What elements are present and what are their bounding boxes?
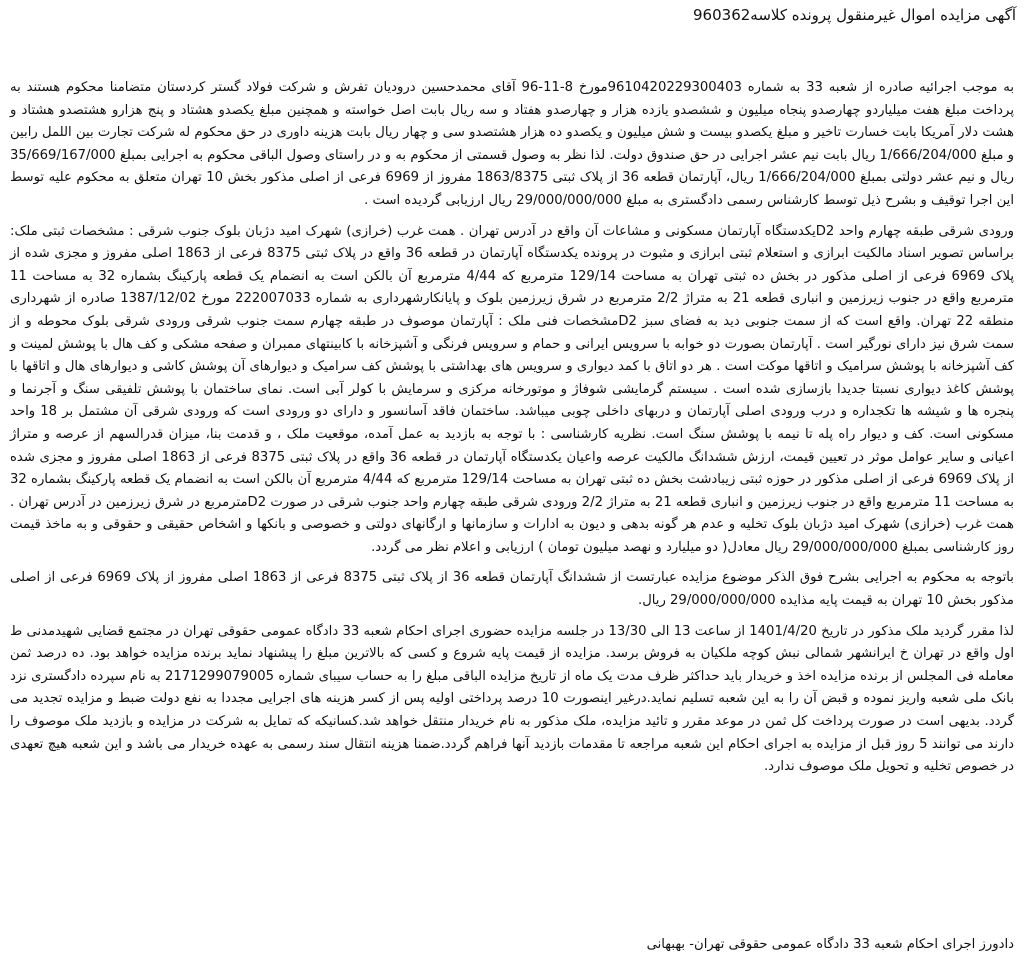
paragraph-auction-subject: باتوجه به محکوم به اجرایی بشرح فوق الذکر موضوع مزایده عبارتست از ششدانگ آپارتمان قطعه 36 از پلاک ثبتی 8375 فرعی از 1863 اصلی مفروز از پلاک 6969 فرعی از اصلی مذکور بخش 10 تهران به قیمت پایه مذایده 29/000/000/000 ریال. — [10, 570, 1014, 609]
notice-title: آگهی مزایده اموال غیرمنقول پرونده کلاسه960362 — [693, 6, 1016, 24]
paragraph-auction-terms: لذا مقرر گردید ملک مذکور در تاریخ 1401/4/20 از ساعت 13 الی 13/30 در جلسه مزایده حضوری اجرای احکام شعبه 33 دادگاه عمومی حقوقی تهران در مجتمع قضایی شهیدمدنی ط اول واقع در تهران خ ایرانشهر شمالی نبش کوچه ملکیان به فروش برسد. مزایده از قیمت پایه شروع و کسی که بالاترین مبلغ را پیشنهاد نماید برنده مزایده خواهد بود. ده درصد ثمن معامله فی المجلس از برنده مزایده اخذ و خریدار باید حداکثر ظرف مدت یک ماه از تاریخ مزایده الباقی مبلغ را به حساب سیبای شماره 2171299079005 به نام سپرده دادگستری نزد بانک ملی شعبه واریز نموده و قبض آن را به این شعبه تسلیم نماید.درغیر اینصورت 10 درصد پرداختی اولیه پس از کسر هزینه های اجرایی مجددا به نفع دولت ضبط و مزایده تجدید می گردد. بدیهی است در صورت پرداخت کل ثمن در موعد مقرر و تائید مزایده، ملک مذکور به نام خریدار منتقل خواهد شد.کسانیکه که تمایل به شرکت در مزایده و بازدید ملک موصوف را دارند می توانند 5 روز قبل از مزایده به اجرای احکام این شعبه مراجعه تا مقدمات بازدید آنها فراهم گردد.ضمنا هزینه انتقال سند رسمی به عهده خریدار می باشد و این شعبه هیچ تعهدی در خصوص تخلیه و تحویل ملک موصوف ندارد. — [10, 623, 1014, 775]
notice-body — [10, 77, 1014, 787]
paragraph-property-description: ورودی شرقی طبقه چهارم واحد D2یکدستگاه آپارتمان مسکونی و مشاعات آن واقع در آدرس تهران . همت غرب (خرازی) شهرک امید دژبان بلوک جنوب شرقی : مشخصات ثبتی ملک: براساس تصویر اسناد مالکیت ابرازی و استعلام ثبتی ابرازی و مثبوت در پرونده یکدستگاه آپارتمان در قطعه 36 واقع در پلاک ثبتی 8375 فرعی از 1863 اصلی مفروز و مجزی شده از پلاک 6969 فرعی از اصلی مذکور در بخش ده ثبتی تهران به مساحت 129/14 مترمربع که 4/44 مترمربع آن بالکن است به انضمام یک قطعه پارکینگ بشماره 32 به مساحت 11 مترمربع واقع در جنوب زیرزمین و انباری قطعه 21 به متراژ 2/2 مترمربع در شرق زیرزمین بلوک و پایانکارشهرداری به شماره 222007033 مورخ 1387/12/02 صادره از شهرداری منطقه 22 تهران. واقع است که از سمت جنوبی دید به فضای سبز D2مشخصات فنی ملک : آپارتمان موصوف در طبقه چهارم سمت جنوب شرقی ورودی شرقی بلوک محوطه و از سمت شرق نیز دارای نورگیر است . آپارتمان بصورت دو خوابه با سرویس ایرانی و حمام و سرویس فرنگی و آشپزخانه با کابینتهای ممبران و صفحه مشکی و کف هال با پوشش لمینت و کف آشپزخانه با پوشش سرامیک و اتاقها موکت است . هر دو اتاق با کمد دیواری و سرویس های بهداشتی با پوشش کف سرامیک و دیوارهای آن پوشش کاشی و دیوارهای هال و اتاقها با پوشش کاغذ دیواری نسبتا جدیدا بازسازی شده است . سیستم گرمایشی شوفاژ و موتورخانه مرکزی و سرمایش با کولر آبی است. نمای ساختمان با پوشش تلفیقی سنگ و آجرنما و پنجره ها و شیشه ها تکجداره و درب ورودی اصلی آپارتمان و دربهای داخلی چوبی میباشد. ساختمان فاقد آسانسور و دارای دو ورودی است که ورودی شرقی آن مشتمل بر 18 واحد مسکونی است. کف و دیوار راه پله تا نیمه با پوشش سنگ است. نظریه کارشناسی : با توجه به بازدید به عمل آمده، موقعیت ملک ، و قدمت بنا، میزان قدرالسهم از عرصه و متراژ اعیانی و سایر عوامل موثر در تعیین قیمت، ارزش ششدانگ مالکیت عرصه واعیان یکدستگاه آپارتمان در قطعه 36 واقع در پلاک ثبتی 8375 فرعی از 1863 اصلی مفروز و مجزی شده از پلاک 6969 فرعی از اصلی مذکور در حوزه ثبتی زیبادشت بخش ده ثبتی تهران به مساحت 129/14 مترمربع که 4/44 مترمربع آن بالکن است به انضمام یک قطعه پارکینگ بشماره 32 به مساحت 11 مترمربع واقع در جنوب زیرزمین و انباری قطعه 21 به متراژ 2/2 ورودی شرقی طبقه چهارم واحد جنوب شرقی در صورت D2مترمربع در شرق زیرزمین در آدرس تهران . همت غرب (خرازی) شهرک امید دژبان بلوک تخلیه و عدم هر گونه بدهی و دیون به ادارات و سازمانها و ارگانهای دولتی و خصوصی و بانکها و اشخاص حقیقی و حقوقی و به ماخذ قیمت روز کارشناسی بمبلغ 29/000/000/000 ریال معادل( دو میلیارد و نهصد میلیون تومان ) ارزیابی و اعلام نظر می گردد. — [10, 223, 1014, 555]
paragraph-execution-order: به موجب اجرائیه صادره از شعبه 33 به شماره 9610420229300403مورخ 8-11-96 آقای محمدحسین درودیان تفرش و شرکت فولاد گستر کردستان متضامنا محکوم هستند به پرداخت مبلغ هفت میلیاردو چهارصدو پنجاه میلیون و ششصدو یازده هزار و چهارصدو هفتاد و سه ریال بابت اصل خواسته و همچنین مبلغ یکصدو هشتاد و پنج هزارو هشتصدو هشتاد و هشت دلار آمریکا بابت خسارت تاخیر و مبلغ یکصدو بیست و شش میلیون و یکصدو ده هزار هشتصدو سی و چهار ریال بابت هزینه داوری در حق محکوم له شرکت تجارت بین اللمل رابین و مبلغ 1/666/204/000 ریال بابت نیم عشر اجرایی در حق صندوق دولت. لذا نظر به وصول قسمتی از محکوم به و در راستای وصول الباقی محکوم به اجرایی بمبلغ 35/669/167/000 ریال و نیم عشر دولتی بمبلغ 1/666/204/000 ریال، آپارتمان قطعه 36 از پلاک ثبتی 1863/8375 مفروز از 6969 فرعی از اصلی مذکور بخش 10 تهران متعلق به محکوم علیه توسط این اجرا توقیف و بشرح ذیل توسط کارشناس رسمی دادگستری به مبلغ 29/000/000/000 ریال ارزیابی گردیده است . — [10, 80, 1014, 208]
notice-signature: دادورز اجرای احکام شعبه 33 دادگاه عمومی حقوقی تهران- بهبهانی — [646, 937, 1014, 952]
